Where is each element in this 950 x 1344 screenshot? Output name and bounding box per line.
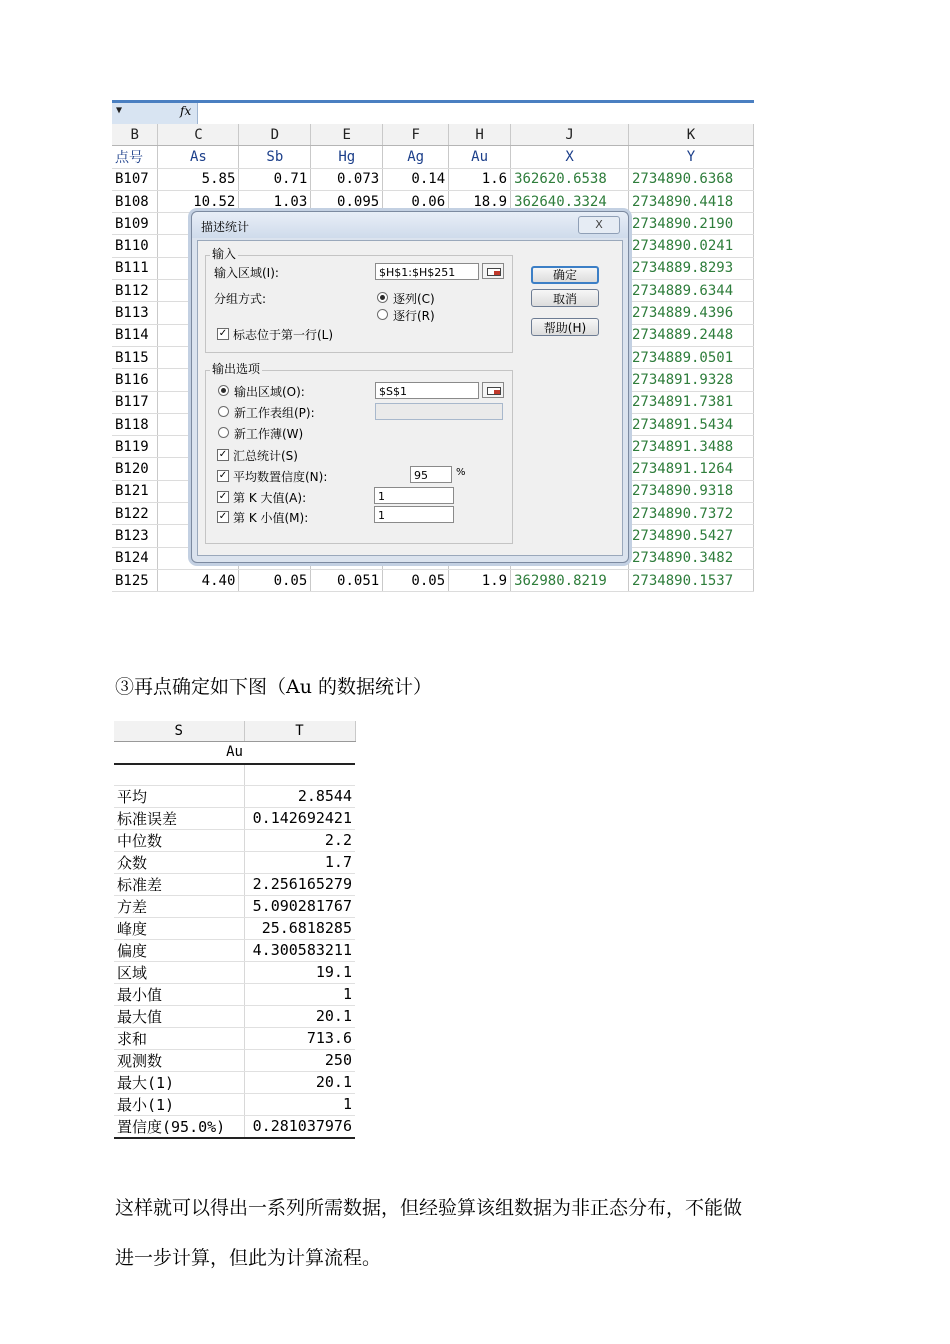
statistics-table <box>114 721 356 1139</box>
stat-row <box>114 807 355 829</box>
by-column-label: 逐列(C) <box>393 292 435 306</box>
formula-input[interactable] <box>198 103 754 124</box>
table-cell[interactable]: 18.9 <box>449 190 511 212</box>
stat-value[interactable]: 4.300583211 <box>244 939 355 961</box>
stat-name[interactable]: 平均 <box>114 785 244 807</box>
table-cell[interactable]: B123 <box>112 525 158 547</box>
group-by-label: 分组方式: <box>214 292 267 306</box>
table-row <box>112 168 754 190</box>
close-icon[interactable]: X <box>578 216 620 234</box>
stat-row <box>114 1005 355 1027</box>
dialog-title: 描述统计 <box>201 220 250 234</box>
column-header[interactable]: J <box>511 124 629 146</box>
dropdown-arrow-icon[interactable]: ▼ <box>116 105 123 116</box>
table-cell[interactable]: B117 <box>112 391 158 413</box>
table-cell[interactable]: B122 <box>112 503 158 525</box>
stat-row <box>114 939 355 961</box>
stat-row <box>114 961 355 983</box>
table-cell[interactable]: 0.051 <box>311 569 383 591</box>
table-cell[interactable]: 2734891.1264 <box>629 458 754 480</box>
table-cell[interactable]: 2734891.5434 <box>629 413 754 435</box>
kth-largest-label: 第 K 大值(A): <box>233 491 307 505</box>
column-header[interactable]: E <box>311 124 383 146</box>
table-cell[interactable]: 1.6 <box>449 168 511 190</box>
field-label-cell[interactable]: X <box>511 146 629 168</box>
stat-row <box>114 917 355 939</box>
column-header[interactable]: C <box>158 124 239 146</box>
stat-row <box>114 1049 355 1071</box>
table-cell[interactable]: B118 <box>112 413 158 435</box>
stat-name[interactable]: 最小(1) <box>114 1093 244 1115</box>
new-workbook-label: 新工作薄(W) <box>234 427 304 441</box>
output-range-field[interactable]: $S$1 <box>375 382 479 399</box>
field-label-cell[interactable]: Y <box>629 146 754 168</box>
stat-row <box>114 983 355 1005</box>
stat-name[interactable]: 最大值 <box>114 1005 244 1027</box>
stat-value[interactable]: 19.1 <box>244 961 355 983</box>
table-cell[interactable]: 2734890.6368 <box>629 168 754 190</box>
conclusion-line-2: 进一步计算，但此为计算流程。 <box>115 1247 382 1269</box>
stat-name[interactable]: 最大(1) <box>114 1071 244 1093</box>
stat-name[interactable]: 众数 <box>114 851 244 873</box>
range-picker-icon[interactable] <box>482 263 504 279</box>
kth-smallest-label: 第 K 小值(M): <box>233 511 309 525</box>
stat-value[interactable]: 1 <box>244 983 355 1005</box>
blank-row <box>114 764 355 786</box>
stat-row <box>114 873 355 895</box>
table-cell[interactable]: 2734890.0241 <box>629 235 754 257</box>
table-cell[interactable]: 2734889.8293 <box>629 257 754 279</box>
table-cell[interactable]: B112 <box>112 280 158 302</box>
table-cell[interactable]: 2734889.4396 <box>629 302 754 324</box>
stat-value[interactable]: 2.8544 <box>244 785 355 807</box>
stat-row <box>114 851 355 873</box>
kth-largest-field[interactable]: 1 <box>374 487 454 504</box>
by-row-radio[interactable] <box>377 309 388 320</box>
stat-row <box>114 1115 355 1138</box>
cancel-button[interactable]: 取消 <box>531 289 599 307</box>
stat-row <box>114 829 355 851</box>
table-row <box>112 190 754 212</box>
table-cell[interactable]: 362640.3324 <box>511 190 629 212</box>
table-cell[interactable]: 4.40 <box>158 569 239 591</box>
by-column-radio[interactable] <box>377 292 388 303</box>
stat-value[interactable]: 2.256165279 <box>244 873 355 895</box>
stat-name[interactable]: 观测数 <box>114 1049 244 1071</box>
table-cell[interactable]: B115 <box>112 346 158 368</box>
stat-row <box>114 1071 355 1093</box>
table-cell[interactable]: 0.073 <box>311 168 383 190</box>
stat-value[interactable]: 20.1 <box>244 1005 355 1027</box>
help-button[interactable]: 帮助(H) <box>531 318 599 336</box>
new-sheet-label: 新工作表组(P): <box>234 406 315 420</box>
table-cell[interactable]: 362620.6538 <box>511 168 629 190</box>
stat-name[interactable]: 标准差 <box>114 873 244 895</box>
new-sheet-radio[interactable] <box>218 406 229 417</box>
table-cell[interactable]: 2734890.3482 <box>629 547 754 569</box>
output-range-radio[interactable] <box>218 385 229 396</box>
column-header[interactable]: S <box>114 721 244 742</box>
descriptive-statistics-dialog <box>191 211 629 563</box>
table-cell[interactable]: 2734891.7381 <box>629 391 754 413</box>
kth-largest-checkbox[interactable]: ✓ <box>218 491 228 502</box>
table-cell[interactable]: 10.52 <box>158 190 239 212</box>
confidence-label: 平均数置信度(N): <box>233 470 328 484</box>
function-icon[interactable]: fx <box>180 104 192 118</box>
table-cell[interactable]: B120 <box>112 458 158 480</box>
table-cell[interactable]: B121 <box>112 480 158 502</box>
column-header-row <box>112 124 754 146</box>
table-cell[interactable]: 2734890.5427 <box>629 525 754 547</box>
summary-stats-label: 汇总统计(S) <box>233 449 298 463</box>
stat-value[interactable]: 0.142692421 <box>244 807 355 829</box>
table-cell[interactable]: B119 <box>112 436 158 458</box>
stat-name[interactable]: 方差 <box>114 895 244 917</box>
stat-value[interactable]: 25.6818285 <box>244 917 355 939</box>
table-cell[interactable]: 0.14 <box>383 168 449 190</box>
dialog-body <box>197 240 623 556</box>
table-cell[interactable]: B116 <box>112 369 158 391</box>
stat-value[interactable]: 250 <box>244 1049 355 1071</box>
column-header[interactable]: K <box>629 124 754 146</box>
table-cell[interactable]: 2734891.3488 <box>629 436 754 458</box>
column-header[interactable]: T <box>244 721 355 742</box>
by-row-label: 逐行(R) <box>393 309 435 323</box>
stat-name[interactable]: 峰度 <box>114 917 244 939</box>
field-label-cell[interactable]: As <box>158 146 239 168</box>
table-cell[interactable]: 0.095 <box>311 190 383 212</box>
output-range-picker-icon[interactable] <box>482 382 504 398</box>
stat-value[interactable]: 5.090281767 <box>244 895 355 917</box>
input-range-label: 输入区域(I): <box>214 266 279 280</box>
figure-caption: ③再点确定如下图（Au 的数据统计） <box>115 676 432 698</box>
table-cell[interactable]: 2734890.9318 <box>629 480 754 502</box>
field-label-cell[interactable]: 点号 <box>112 146 158 168</box>
formula-bar <box>112 100 754 124</box>
table-cell[interactable]: B108 <box>112 190 158 212</box>
kth-smallest-checkbox[interactable]: ✓ <box>218 511 228 522</box>
field-label-cell[interactable]: Ag <box>383 146 449 168</box>
table-cell[interactable]: B125 <box>112 569 158 591</box>
stat-value[interactable]: 713.6 <box>244 1027 355 1049</box>
table-cell[interactable]: 2734890.2190 <box>629 213 754 235</box>
field-label-cell[interactable]: Au <box>449 146 511 168</box>
output-range-label: 输出区域(O): <box>234 385 305 399</box>
stat-name[interactable]: 标准误差 <box>114 807 244 829</box>
labels-first-row-label: 标志位于第一行(L) <box>233 328 334 342</box>
field-label-cell[interactable]: Sb <box>239 146 311 168</box>
table-cell[interactable]: 2734890.4418 <box>629 190 754 212</box>
table-cell[interactable]: B109 <box>112 213 158 235</box>
table-cell[interactable]: 0.05 <box>383 569 449 591</box>
blank-cell[interactable] <box>114 764 244 786</box>
table-cell[interactable]: 0.71 <box>239 168 311 190</box>
field-label-cell[interactable]: Hg <box>311 146 383 168</box>
stat-value[interactable]: 1.7 <box>244 851 355 873</box>
table-cell[interactable]: 1.9 <box>449 569 511 591</box>
table-cell[interactable]: 2734889.0501 <box>629 346 754 368</box>
table-cell[interactable]: 1.03 <box>239 190 311 212</box>
stat-value[interactable]: 20.1 <box>244 1071 355 1093</box>
new-workbook-radio[interactable] <box>218 427 229 438</box>
table-cell[interactable]: 2734890.1537 <box>629 569 754 591</box>
column-header[interactable]: D <box>239 124 311 146</box>
confidence-checkbox[interactable]: ✓ <box>218 470 228 481</box>
new-sheet-field <box>375 403 503 420</box>
percent-sign: % <box>456 467 466 478</box>
column-header[interactable]: F <box>383 124 449 146</box>
stats-title-row <box>114 742 355 764</box>
stat-value[interactable]: 1 <box>244 1093 355 1115</box>
statistics-output-sheet <box>114 721 355 1136</box>
stat-row <box>114 785 355 807</box>
stat-row <box>114 1027 355 1049</box>
stat-name[interactable]: 求和 <box>114 1027 244 1049</box>
conclusion-line-1: 这样就可以得出一系列所需数据，但经验算该组数据为非正态分布，不能做 <box>115 1197 743 1219</box>
confidence-field[interactable]: 95 <box>410 466 452 483</box>
stat-name[interactable]: 偏度 <box>114 939 244 961</box>
table-cell[interactable]: B114 <box>112 324 158 346</box>
column-header[interactable]: H <box>449 124 511 146</box>
stat-name[interactable]: 中位数 <box>114 829 244 851</box>
stat-row <box>114 895 355 917</box>
stat-value[interactable]: 0.281037976 <box>244 1115 355 1138</box>
input-range-field[interactable]: $H$1:$H$251 <box>375 263 479 280</box>
table-cell[interactable]: B124 <box>112 547 158 569</box>
field-label-row <box>112 146 754 168</box>
table-cell[interactable]: 2734891.9328 <box>629 369 754 391</box>
kth-smallest-field[interactable]: 1 <box>374 506 454 523</box>
table-cell[interactable]: B110 <box>112 235 158 257</box>
output-group-title: 输出选项 <box>212 362 261 376</box>
table-cell[interactable]: 0.06 <box>383 190 449 212</box>
table-cell[interactable]: 2734890.7372 <box>629 503 754 525</box>
input-group-title: 输入 <box>212 247 237 261</box>
stat-name[interactable]: 最小值 <box>114 983 244 1005</box>
table-cell[interactable]: 2734889.2448 <box>629 324 754 346</box>
table-cell[interactable]: 5.85 <box>158 168 239 190</box>
dialog-titlebar[interactable] <box>192 212 628 238</box>
table-cell[interactable]: B113 <box>112 302 158 324</box>
ok-button[interactable]: 确定 <box>531 266 599 284</box>
blank-cell[interactable] <box>244 764 355 786</box>
column-header-row <box>114 721 355 742</box>
table-cell[interactable]: B107 <box>112 168 158 190</box>
stat-name[interactable]: 区域 <box>114 961 244 983</box>
column-header[interactable]: B <box>112 124 158 146</box>
stats-title: Au <box>114 742 355 764</box>
table-cell[interactable]: B111 <box>112 257 158 279</box>
table-row <box>112 569 754 591</box>
summary-stats-checkbox[interactable]: ✓ <box>218 449 228 460</box>
stat-row <box>114 1093 355 1115</box>
table-cell[interactable]: 362980.8219 <box>511 569 629 591</box>
table-cell[interactable]: 0.05 <box>239 569 311 591</box>
table-cell[interactable]: 2734889.6344 <box>629 280 754 302</box>
labels-first-row-checkbox[interactable]: ✓ <box>218 328 228 339</box>
stat-value[interactable]: 2.2 <box>244 829 355 851</box>
stat-name[interactable]: 置信度(95.0%) <box>114 1115 244 1138</box>
